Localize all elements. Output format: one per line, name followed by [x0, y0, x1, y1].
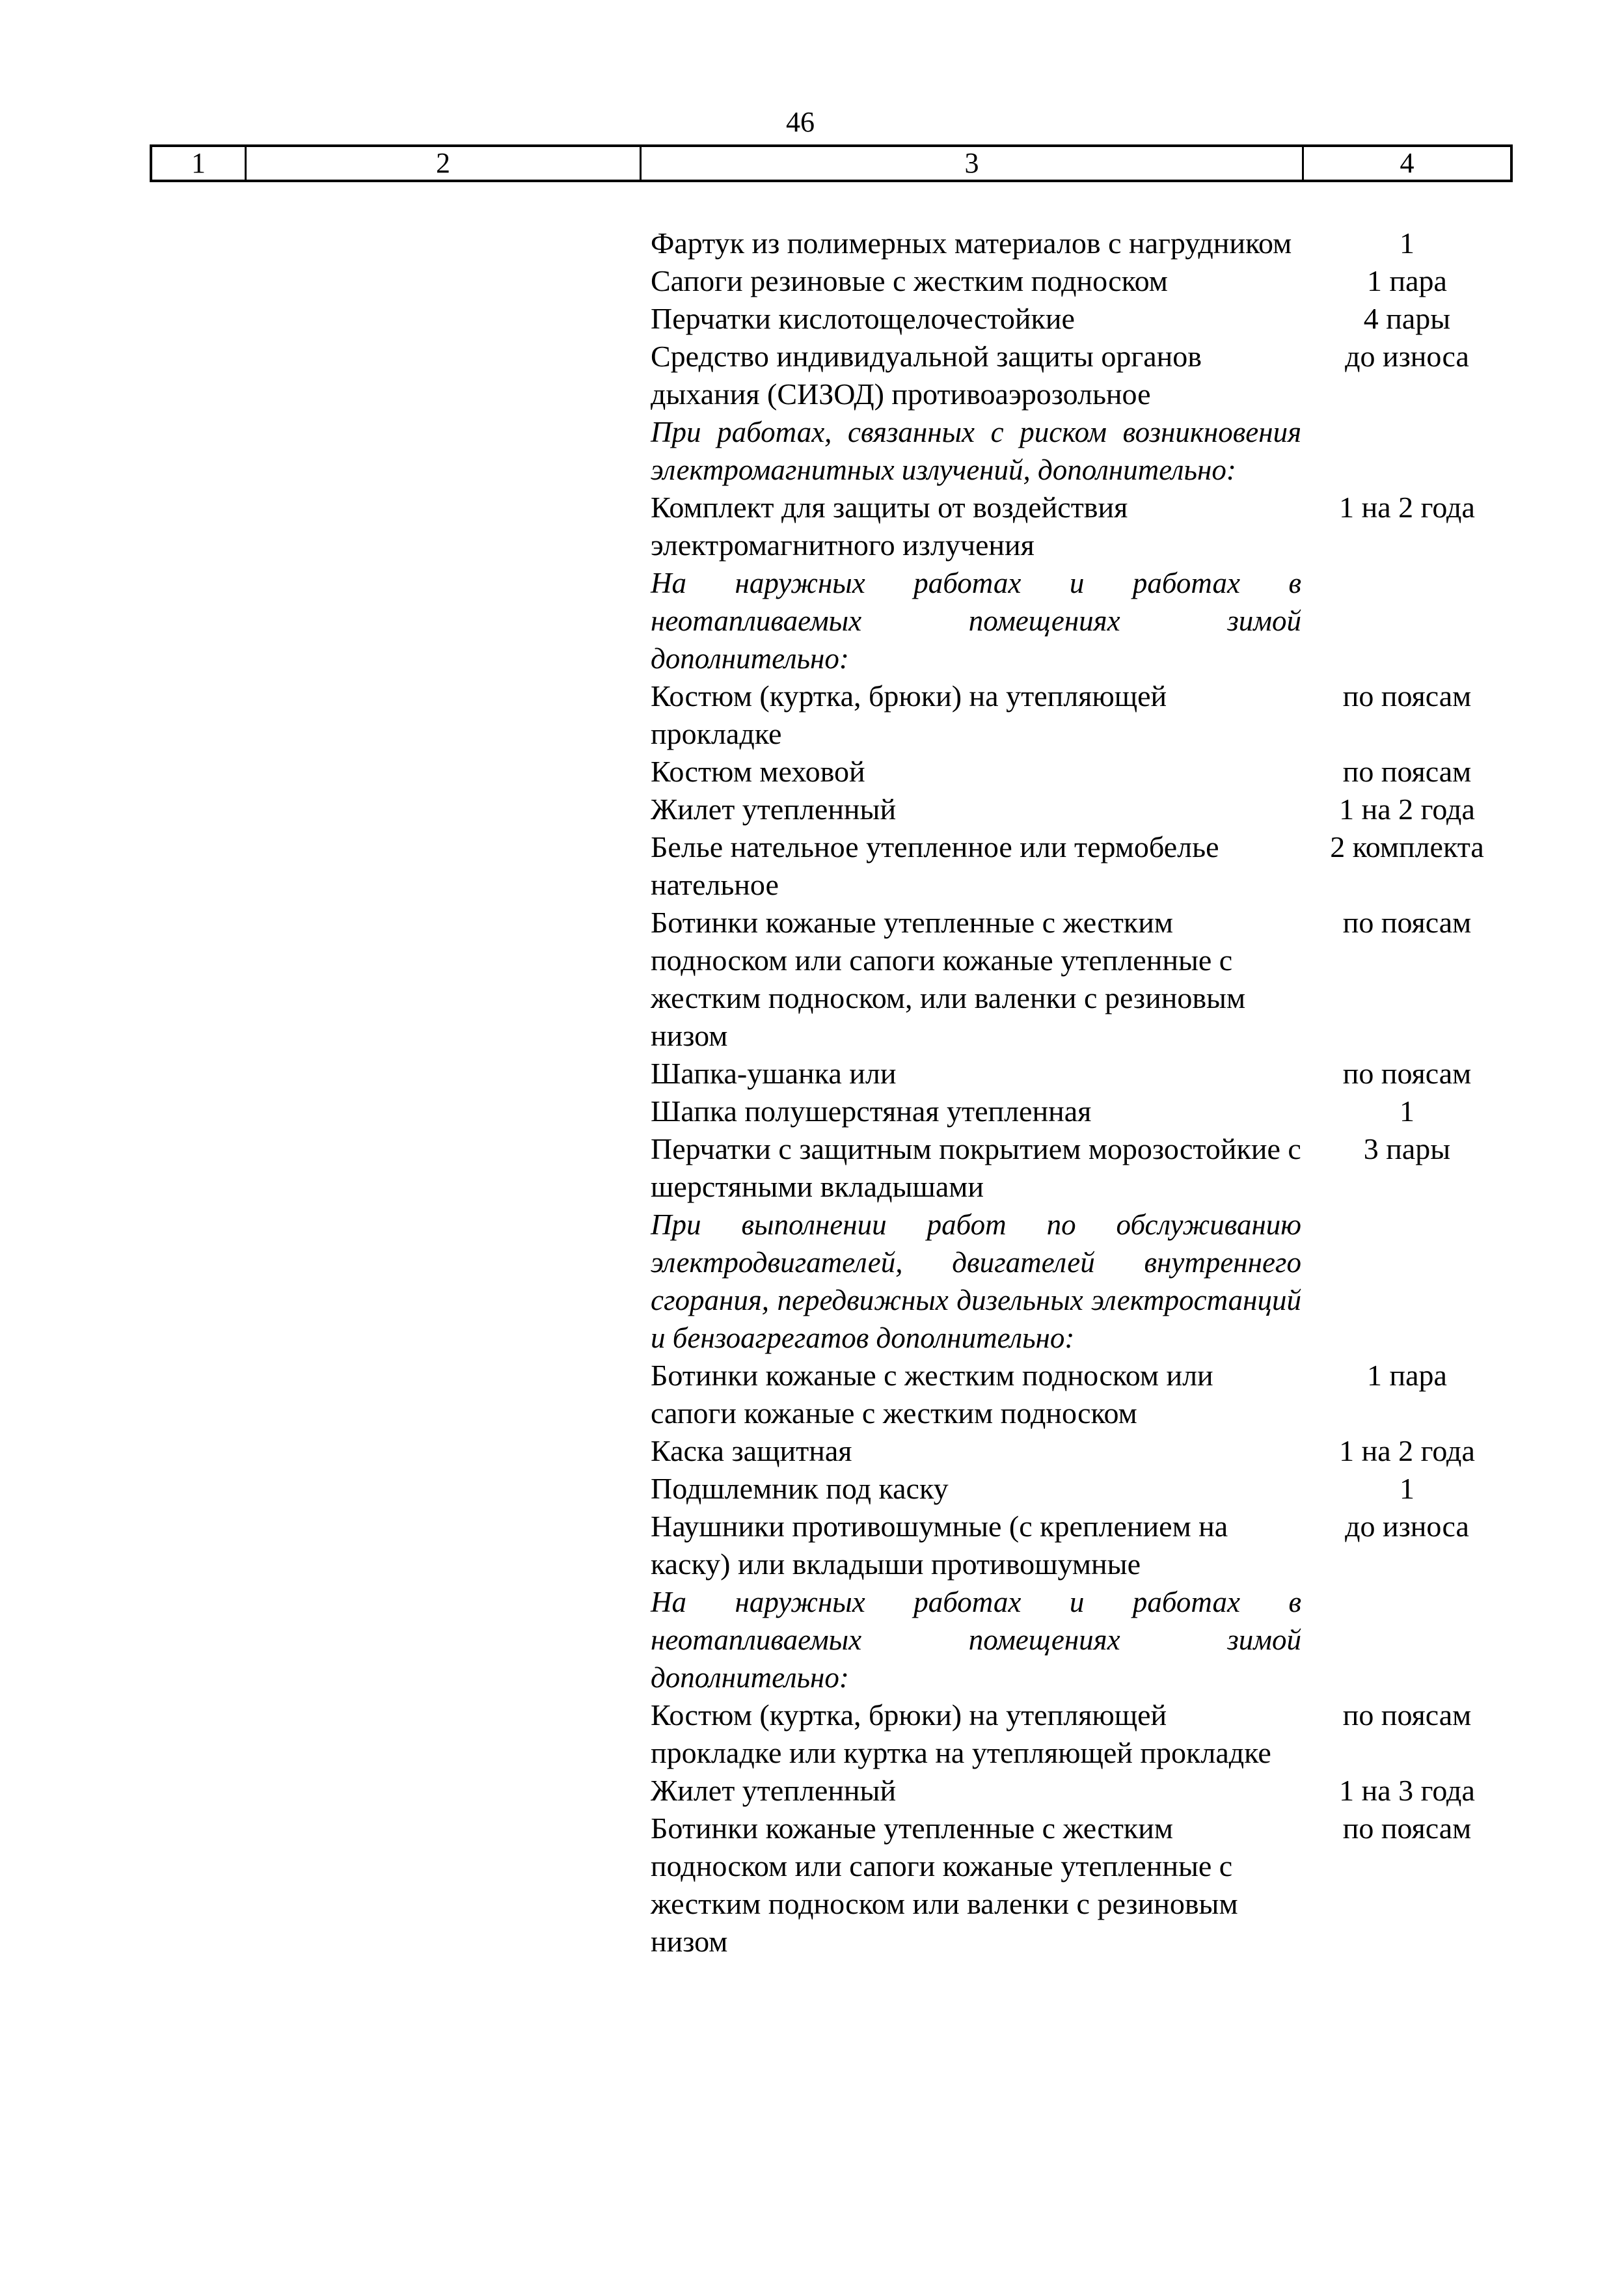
ppe-item-norm: до износа [1345, 1510, 1469, 1543]
ppe-item-row [651, 262, 1513, 300]
ppe-item-row [651, 489, 1513, 564]
ppe-item-row [651, 677, 1513, 753]
ppe-item-norm: до износа [1345, 340, 1469, 373]
ppe-item-name: Ботинки кожаные утепленные с жестким подноском или сапоги кожаные утепленные с жестким подноском или валенки с резиновым низом [651, 1812, 1238, 1958]
ppe-item-name: Перчатки кислотощелочестойкие [651, 302, 1075, 335]
condition-heading-row [651, 1583, 1513, 1696]
ppe-item-name: Шапка полушерстяная утепленная [651, 1094, 1092, 1128]
ppe-item-norm: 1 пара [1367, 1359, 1447, 1392]
ppe-item-norm: 1 пара [1367, 264, 1447, 297]
ppe-item-row [651, 1508, 1513, 1583]
ppe-item-name: Ботинки кожаные утепленные с жестким подноском или сапоги кожаные утепленные с жестким подноском, или валенки с резиновым низом [651, 906, 1246, 1052]
condition-heading-row [651, 413, 1513, 489]
ppe-item-name: Комплект для защиты от воздействия электромагнитного излучения [651, 491, 1128, 562]
column-2-number: 2 [247, 147, 642, 180]
condition-heading-text: На наружных работах и работах в неотапливаемых помещениях зимой дополнительно: [651, 567, 1301, 675]
ppe-item-name: Белье нательное утепленное или термобелье нательное [651, 830, 1219, 901]
ppe-item-name: Подшлемник под каску [651, 1472, 949, 1505]
ppe-item-row [651, 1772, 1513, 1810]
ppe-item-row [651, 753, 1513, 791]
ppe-item-norm: по поясам [1342, 679, 1472, 713]
ppe-item-norm: 1 на 3 года [1339, 1774, 1475, 1807]
ppe-item-norm: по поясам [1342, 1057, 1472, 1090]
ppe-item-name: Шапка-ушанка или [651, 1057, 897, 1090]
ppe-item-row [651, 791, 1513, 828]
ppe-item-row [651, 1810, 1513, 1961]
ppe-item-norm: по поясам [1342, 1812, 1472, 1845]
column-4-number: 4 [1400, 147, 1414, 179]
ppe-item-name: Костюм (куртка, брюки) на утепляющей прокладке или куртка на утепляющей прокладке [651, 1698, 1271, 1769]
ppe-item-row [651, 1696, 1513, 1772]
ppe-item-name: Фартук из полимерных материалов с нагрудником [651, 226, 1292, 260]
ppe-item-name: Перчатки с защитным покрытием морозостойкие с шерстяными вкладышами [651, 1132, 1301, 1203]
ppe-item-name: Жилет утепленный [651, 793, 897, 826]
column-number-header [150, 144, 1513, 182]
ppe-item-norm: по поясам [1342, 906, 1472, 939]
ppe-item-norm: 1 на 2 года [1339, 1434, 1475, 1467]
ppe-item-row [651, 1055, 1513, 1093]
ppe-item-norm: по поясам [1342, 755, 1472, 788]
ppe-item-norm: по поясам [1342, 1698, 1472, 1732]
page-number: 46 [786, 106, 815, 138]
column-1-number: 1 [152, 147, 247, 180]
ppe-item-name: Костюм (куртка, брюки) на утепляющей прокладке [651, 679, 1167, 750]
condition-heading-text: На наружных работах и работах в неотапливаемых помещениях зимой дополнительно: [651, 1586, 1301, 1694]
ppe-item-name: Жилет утепленный [651, 1774, 897, 1807]
ppe-item-row [651, 338, 1513, 413]
ppe-item-row [651, 1432, 1513, 1470]
ppe-item-row [651, 1130, 1513, 1206]
ppe-item-norm: 1 [1400, 226, 1414, 260]
ppe-item-row [651, 1470, 1513, 1508]
condition-heading-row [651, 1206, 1513, 1357]
condition-heading-text: При выполнении работ по обслуживанию электродвигателей, двигателей внутреннего сгорания, передвижных дизельных электростанций и бензоагрегатов дополнительно: [651, 1208, 1301, 1354]
ppe-item-row [651, 828, 1513, 904]
ppe-item-norm: 1 на 2 года [1339, 491, 1475, 524]
ppe-item-name: Сапоги резиновые с жестким подноском [651, 264, 1168, 297]
ppe-item-row [651, 1093, 1513, 1130]
ppe-item-name: Костюм меховой [651, 755, 865, 788]
ppe-item-norm: 3 пары [1363, 1132, 1451, 1165]
condition-heading-text: При работах, связанных с риском возникновения электромагнитных излучений, дополнительно: [651, 416, 1301, 486]
column-3-number: 3 [642, 147, 1304, 180]
ppe-item-row [651, 300, 1513, 338]
ppe-item-name: Ботинки кожаные с жестким подноском или сапоги кожаные с жестким подноском [651, 1359, 1213, 1430]
ppe-item-name: Каска защитная [651, 1434, 852, 1467]
ppe-item-norm: 1 на 2 года [1339, 793, 1475, 826]
ppe-item-row [651, 904, 1513, 1055]
ppe-item-norm: 4 пары [1363, 302, 1451, 335]
condition-heading-row [651, 564, 1513, 677]
ppe-item-norm: 1 [1400, 1472, 1414, 1505]
ppe-item-name: Наушники противошумные (с креплением на каску) или вкладыши противошумные [651, 1510, 1228, 1581]
ppe-item-norm: 1 [1400, 1094, 1414, 1128]
ppe-item-norm: 2 комплекта [1330, 830, 1484, 863]
ppe-item-row [651, 224, 1513, 262]
ppe-item-row [651, 1357, 1513, 1432]
ppe-items-list [651, 224, 1513, 1961]
ppe-item-name: Средство индивидуальной защиты органов дыхания (СИЗОД) противоаэрозольное [651, 340, 1202, 411]
